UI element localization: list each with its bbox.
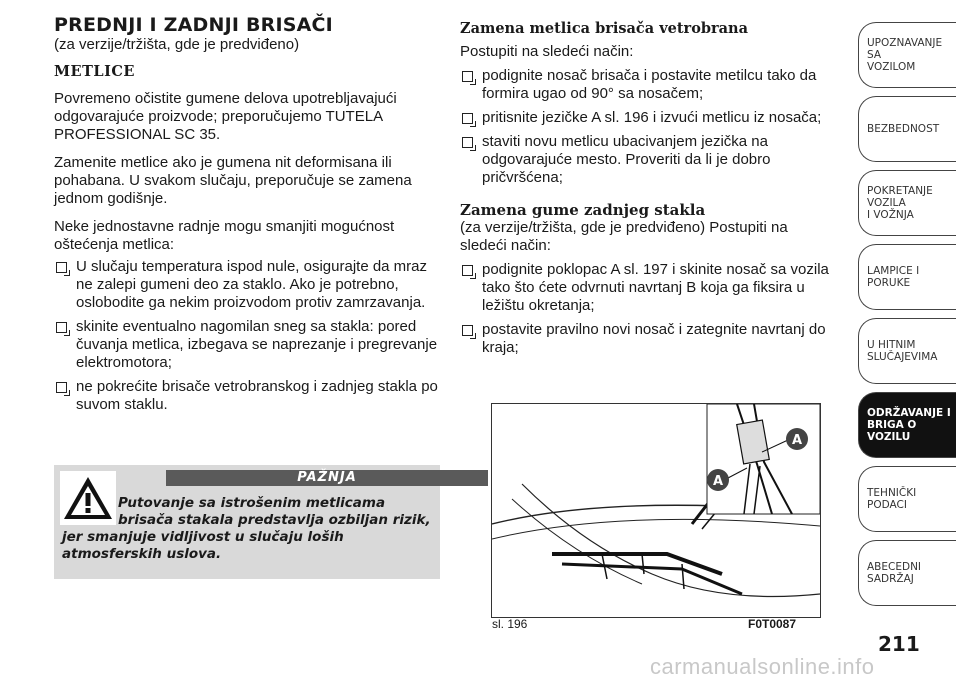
- checkbox-bullet-icon: [462, 137, 473, 148]
- tab-lampice[interactable]: LAMPICE I PORUKE: [858, 244, 956, 310]
- wiper-illustration: [492, 404, 820, 617]
- paragraph-cleaning: Povremeno očistite gumene delova upotrebljavajući odgovarajuće proizvode; preporučujemo TUTELA PROFESSIONAL SC 35.: [54, 90, 397, 143]
- tab-hitni-slucajevi[interactable]: U HITNIM SLUČAJEVIMA: [858, 318, 956, 384]
- tab-tehnicki-podaci[interactable]: TEHNIČKI PODACI: [858, 466, 956, 532]
- checkbox-bullet-icon: [462, 113, 473, 124]
- checkbox-bullet-icon: [56, 382, 67, 393]
- list-item: ne pokrećite brisače vetrobranskog i zadnjeg stakla po suvom staklu.: [54, 378, 440, 414]
- tab-odrzavanje[interactable]: ODRŽAVANJE I BRIGA O VOZILU: [858, 392, 956, 458]
- list-item: skinite eventualno nagomilan sneg sa stakla: pored čuvanja metlica, izbegava se naprezanje i pregrevanje elektromotora;: [54, 318, 440, 372]
- page-number: 211: [878, 632, 920, 656]
- checkbox-bullet-icon: [56, 322, 67, 333]
- figure-caption: sl. 196: [492, 617, 528, 631]
- section-heading-windshield: Zamena metlica brisača vetrobrana: [460, 20, 748, 37]
- paragraph-tips: Neke jednostavne radnje mogu smanjiti mogućnost oštećenja metlica:: [54, 218, 395, 253]
- tab-upoznavanje[interactable]: UPOZNAVANJE SA VOZILOM: [858, 22, 956, 88]
- intro-windshield: Postupiti na sledeći način:: [460, 43, 634, 60]
- tips-list: [54, 258, 440, 414]
- warning-text: Putovanje sa istrošenim metlicama brisača stakala predstavlja ozbiljan rizik, jer smanjuje vidljivost u slučaju loših atmosferskih uslova.: [62, 495, 431, 562]
- page-subtitle: (za verzije/tržišta, gde je predviđeno): [54, 36, 300, 53]
- checkbox-bullet-icon: [462, 265, 473, 276]
- checkbox-bullet-icon: [56, 262, 67, 273]
- page-title: PREDNJI I ZADNJI BRISAČI: [54, 14, 333, 36]
- intro-rear: (za verzije/tržišta, gde je predviđeno) Postupiti na sledeći način:: [460, 219, 788, 254]
- windshield-steps: [460, 67, 835, 187]
- list-item: staviti novu metlicu ubacivanjem jezička na odgovarajuće mesto. Proveriti da li je dobro pričvršćena;: [460, 133, 835, 187]
- figure-label-a: A: [712, 474, 724, 489]
- list-item: podignite poklopac A sl. 197 i skinite nosač sa vozila tako što ćete odvrnuti navrtanj B koja ga fiksira u ležištu okretanja;: [460, 261, 835, 315]
- watermark: carmanualsonline.info: [650, 654, 875, 679]
- tab-abecedni-sadrzaj[interactable]: ABECEDNI SADRŽAJ: [858, 540, 956, 606]
- right-column: [460, 20, 835, 367]
- checkbox-bullet-icon: [462, 71, 473, 82]
- list-item: U slučaju temperatura ispod nule, osigurajte da mraz ne zalepi gumeni deo za staklo. Ako je potrebno, oslobodite ga nekim proizvodom protiv zamrzavanja.: [54, 258, 440, 312]
- list-item: postavite pravilno novi nosač i zategnite navrtanj do kraja;: [460, 321, 835, 357]
- warning-box: [54, 465, 440, 579]
- left-column: [54, 14, 440, 424]
- figure-wiper-blade: [491, 403, 821, 618]
- tab-bezbednost[interactable]: BEZBEDNOST: [858, 96, 956, 162]
- section-heading-metlice: METLICE: [54, 63, 135, 80]
- list-item: podignite nosač brisača i postavite metilcu tako da formira ugao od 90° sa nosačem;: [460, 67, 835, 103]
- tab-pokretanje[interactable]: POKRETANJE VOZILA I VOŽNJA: [858, 170, 956, 236]
- checkbox-bullet-icon: [462, 325, 473, 336]
- figure-label-a: A: [791, 433, 803, 448]
- section-heading-rear: Zamena gume zadnjeg stakla: [460, 201, 706, 219]
- paragraph-replace: Zamenite metlice ako je gumena nit deformisana ili pohabana. U svakom slučaju, preporučuje se zamena jednom godišnje.: [54, 154, 412, 207]
- rear-steps: [460, 261, 835, 357]
- figure-code: F0T0087: [748, 617, 797, 631]
- warning-label: PAŽNJA: [166, 470, 488, 486]
- list-item: pritisnite jezičke A sl. 196 i izvući metlicu iz nosača;: [460, 109, 835, 127]
